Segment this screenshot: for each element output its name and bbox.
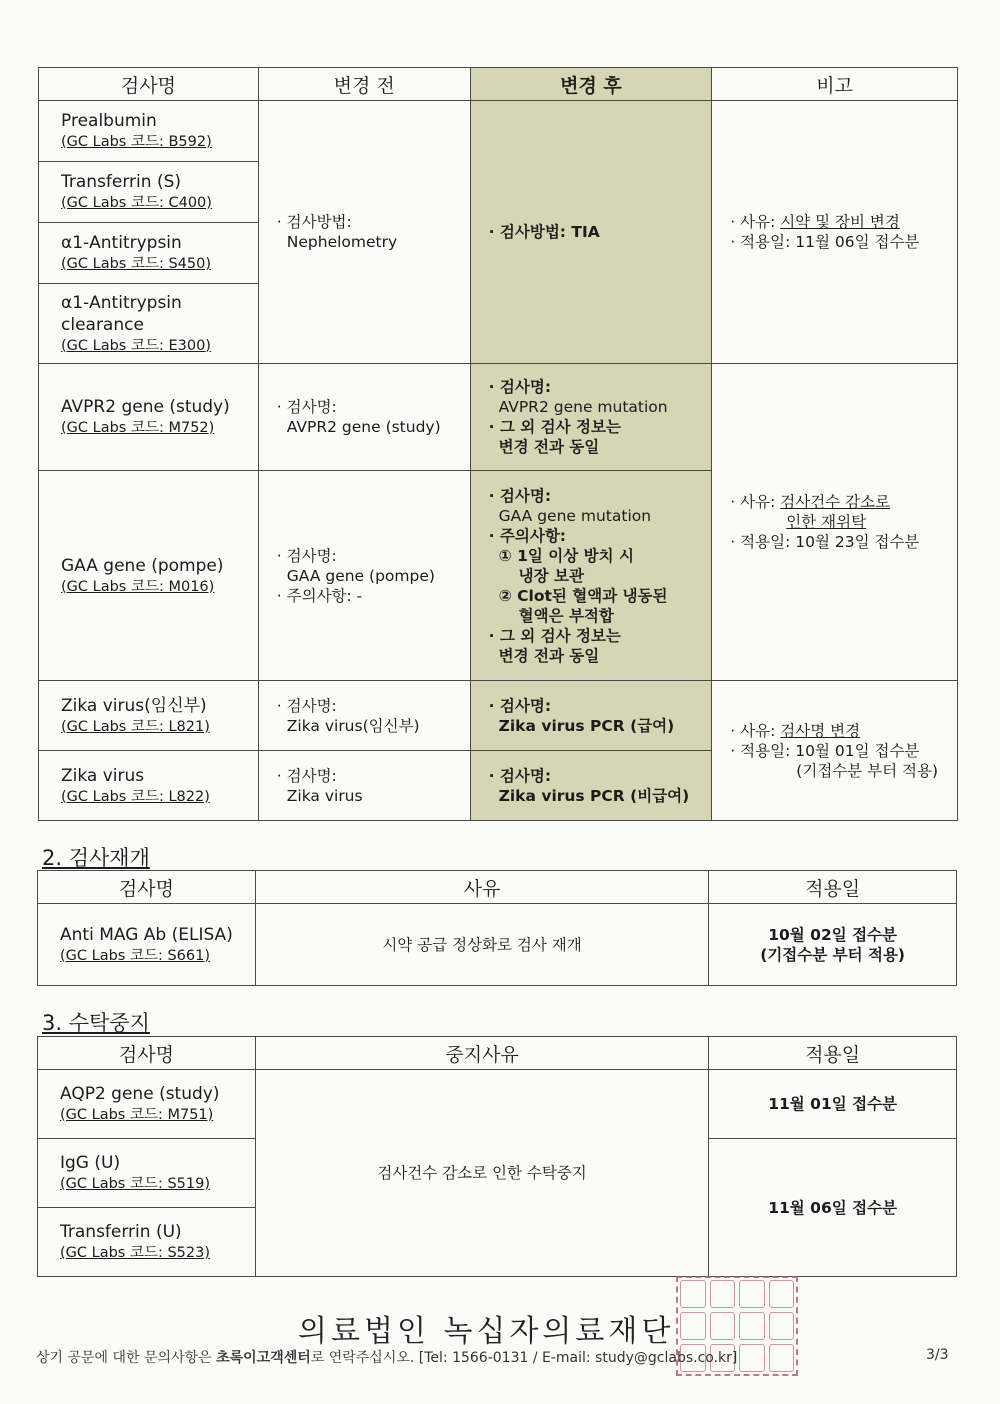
test-name-cell <box>39 364 259 471</box>
after-caution: · 주의사항: <box>488 526 567 545</box>
after-cell <box>470 751 712 821</box>
date-cell <box>709 904 957 986</box>
test-name-cell <box>39 471 259 681</box>
header-reason: 중지사유 <box>255 1037 708 1070</box>
date-value: 10월 02일 접수분 <box>768 925 898 944</box>
contact-footer <box>36 1347 737 1367</box>
header-test-name: 검사명 <box>39 68 259 101</box>
header-date: 적용일 <box>709 871 957 904</box>
caution-2: ② Clot된 혈액과 냉동된 <box>498 586 668 605</box>
before-label: · 검사명: <box>276 398 337 416</box>
after-label: · 검사명: <box>488 378 552 396</box>
note-date: · 적용일: 10월 01일 접수분 <box>730 741 920 760</box>
test-name: α1-Antitrypsin clearance <box>61 292 182 335</box>
date-cell: 11월 01일 접수분 <box>709 1070 957 1139</box>
after-value: · 검사방법: TIA <box>488 223 600 241</box>
test-code: (GC Labs 코드: M016) <box>61 578 215 595</box>
test-code: (GC Labs 코드: L821) <box>61 718 210 735</box>
after-value: GAA gene mutation <box>498 506 652 525</box>
caution-2b: 혈액은 부적합 <box>518 606 614 625</box>
resume-table <box>37 870 957 986</box>
after-value: Zika virus PCR (비급여) <box>498 786 690 805</box>
note-cell <box>712 101 958 364</box>
reason-cell: 시약 공급 정상화로 검사 재개 <box>255 904 708 986</box>
test-name: Transferrin (S) <box>61 172 182 192</box>
test-code: (GC Labs 코드: S450) <box>61 256 212 272</box>
before-cell <box>258 681 470 751</box>
foundation-name: 의료법인 녹십자의료재단 <box>298 1314 675 1349</box>
before-value: Zika virus(임신부) <box>286 716 420 735</box>
before-value: AVPR2 gene (study) <box>286 418 441 436</box>
test-code: (GC Labs 코드: B592) <box>61 134 212 150</box>
test-name: Anti MAG Ab (ELISA) <box>60 924 233 945</box>
before-value: Nephelometry <box>286 233 398 251</box>
footer-center-name: 초록이고객센터 <box>216 1350 311 1366</box>
test-name: Prealbumin <box>61 111 157 131</box>
before-cell <box>258 101 470 364</box>
header-reason: 사유 <box>255 871 708 904</box>
header-date: 적용일 <box>709 1037 957 1070</box>
test-code: (GC Labs 코드: S523) <box>60 1245 211 1261</box>
suspend-table <box>37 1036 957 1277</box>
after-label: · 검사명: <box>488 766 552 785</box>
note-cell <box>712 681 958 821</box>
test-name: α1-Antitrypsin <box>61 233 182 253</box>
after-value: AVPR2 gene mutation <box>498 398 668 416</box>
note-reason: · 사유: 검사건수 감소로 <box>730 493 890 511</box>
after-value: Zika virus PCR (급여) <box>498 716 675 735</box>
test-code: (GC Labs 코드: M752) <box>61 420 215 436</box>
before-cell <box>258 751 470 821</box>
test-name-cell <box>39 681 259 751</box>
test-name: AQP2 gene (study) <box>60 1084 220 1104</box>
after-other: · 그 외 검사 정보는 <box>488 626 621 645</box>
test-name-cell <box>39 101 259 162</box>
test-code: (GC Labs 코드: S519) <box>60 1176 211 1192</box>
page-number: 3/3 <box>926 1347 949 1363</box>
before-caution: · 주의사항: - <box>276 586 363 605</box>
note-reason-2: 인한 재위탁 <box>786 513 867 531</box>
reason-cell: 검사건수 감소로 인한 수탁중지 <box>255 1070 708 1277</box>
caution-1b: 냉장 보관 <box>518 566 584 585</box>
date-cell: 11월 06일 접수분 <box>709 1139 957 1277</box>
test-code: (GC Labs 코드: M751) <box>60 1107 214 1123</box>
change-table <box>38 67 958 821</box>
header-test-name: 검사명 <box>38 871 256 904</box>
before-label: · 검사명: <box>276 766 337 785</box>
test-name: Zika virus(임신부) <box>61 695 207 716</box>
footer-contact: 로 연락주십시오. [Tel: 1566-0131 / E-mail: study@gclabs.co.kr] <box>310 1350 738 1366</box>
before-cell <box>258 471 470 681</box>
test-code: (GC Labs 코드: S661) <box>60 947 211 964</box>
note-reason: · 사유: 검사명 변경 <box>730 721 861 740</box>
test-name-cell <box>38 1208 256 1277</box>
before-value: Zika virus <box>286 786 363 805</box>
test-name-cell <box>39 162 259 223</box>
test-name: Zika virus <box>61 765 145 786</box>
test-name-cell <box>38 1139 256 1208</box>
footer-text: 상기 공문에 대한 문의사항은 <box>36 1350 217 1366</box>
after-cell <box>470 364 712 471</box>
header-test-name: 검사명 <box>38 1037 256 1070</box>
test-name-cell <box>38 1070 256 1139</box>
note-reason: · 사유: 시약 및 장비 변경 <box>730 213 900 231</box>
date-value-2: (기접수분 부터 적용) <box>760 945 905 964</box>
after-other: · 그 외 검사 정보는 <box>488 418 621 436</box>
before-label: · 검사방법: <box>276 213 352 231</box>
after-label: · 검사명: <box>488 696 552 715</box>
after-label: · 검사명: <box>488 486 552 505</box>
test-name-cell <box>38 904 256 986</box>
after-cell <box>470 471 712 681</box>
header-note: 비고 <box>712 68 958 101</box>
test-code: (GC Labs 코드: E300) <box>61 337 211 354</box>
section-title-suspend: 3. 수탁중지 <box>42 1011 150 1035</box>
header-after: 변경 후 <box>470 68 712 101</box>
test-name: IgG (U) <box>60 1153 121 1173</box>
test-code: (GC Labs 코드: L822) <box>61 788 210 805</box>
section-title-resume: 2. 검사재개 <box>42 846 150 870</box>
test-name: Transferrin (U) <box>60 1222 182 1242</box>
after-other-2: 변경 전과 동일 <box>498 438 600 456</box>
caution-1: ① 1일 이상 방치 시 <box>498 546 634 565</box>
test-name-cell <box>39 751 259 821</box>
before-label: · 검사명: <box>276 546 337 565</box>
note-cell <box>712 364 958 681</box>
after-other-2: 변경 전과 동일 <box>498 646 600 665</box>
note-date: · 적용일: 10월 23일 접수분 <box>730 533 920 551</box>
before-label: · 검사명: <box>276 696 337 715</box>
after-cell <box>470 681 712 751</box>
note-date: · 적용일: 11월 06일 접수분 <box>730 233 920 251</box>
test-name-cell <box>39 223 259 284</box>
note-date-2: (기접수분 부터 적용) <box>796 761 939 780</box>
after-cell <box>470 101 712 364</box>
test-name-cell <box>39 284 259 364</box>
before-value: GAA gene (pompe) <box>286 566 435 585</box>
test-name: GAA gene (pompe) <box>61 555 224 576</box>
header-before: 변경 전 <box>258 68 470 101</box>
test-name: AVPR2 gene (study) <box>61 397 230 417</box>
before-cell <box>258 364 470 471</box>
test-code: (GC Labs 코드: C400) <box>61 195 212 211</box>
